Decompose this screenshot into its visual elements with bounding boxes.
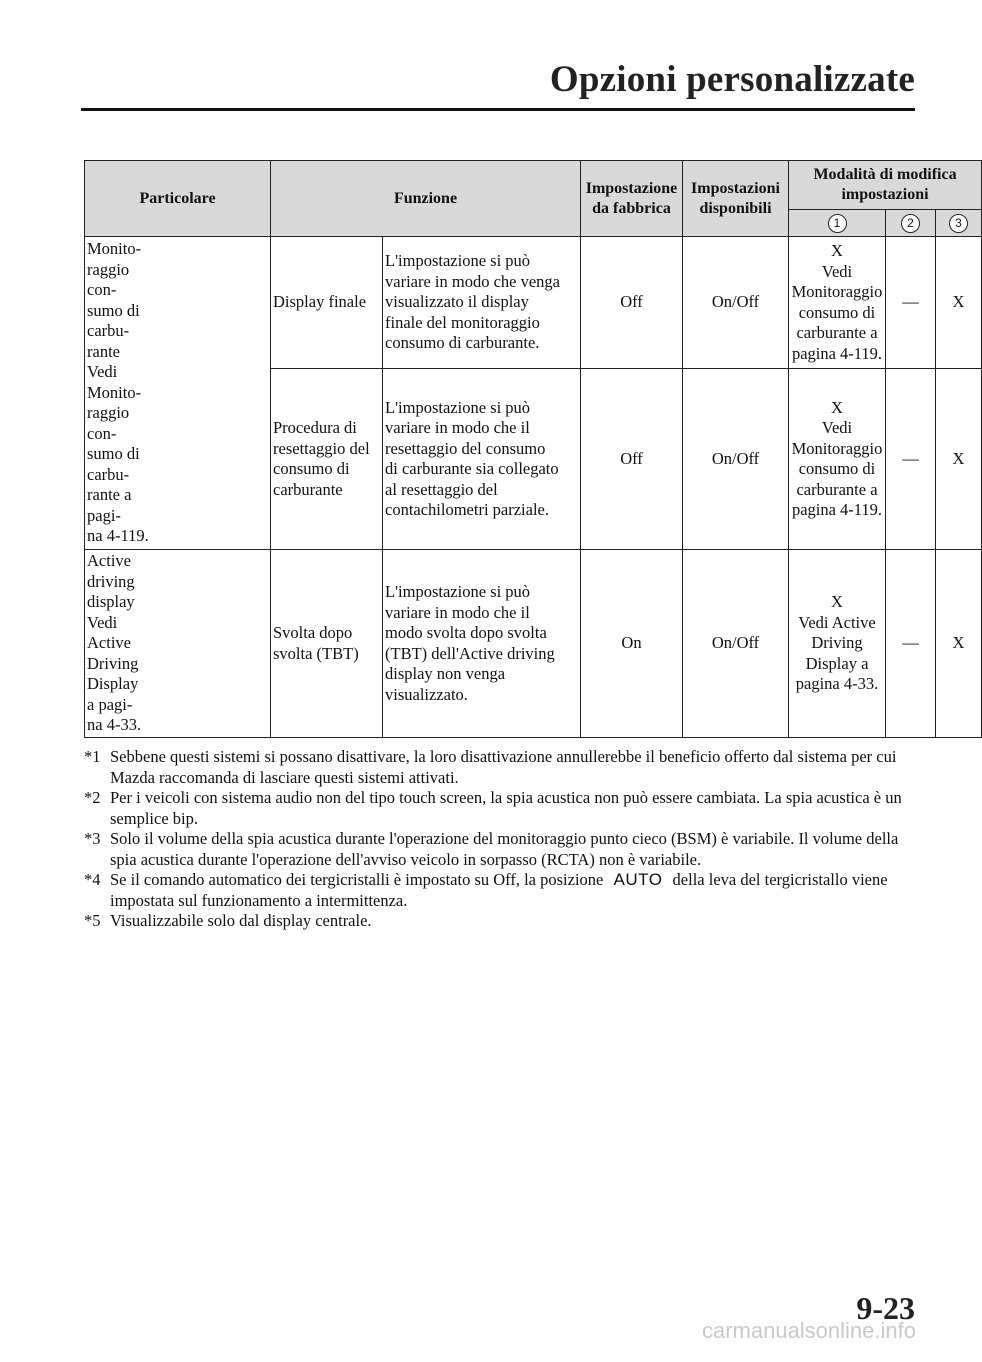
footnote-text <box>110 870 914 911</box>
footnote <box>84 911 914 932</box>
row-item: Active driving display Vedi Active Driving Display a pagi- na 4-33. <box>85 550 271 738</box>
row-mode-2: — <box>886 550 936 738</box>
footnote-text: Sebbene questi sistemi si possano disattivare, la loro disattivazione annullerebbe il beneficio offerto dal sistema per cui Mazda raccomanda di lasciare questi sistemi attivati. <box>110 747 897 787</box>
footnote-text: Visualizzabile solo dal display centrale. <box>110 911 372 930</box>
header-function: Funzione <box>271 161 581 237</box>
header-factory: Impostazione da fabbrica <box>581 161 683 237</box>
settings-table <box>84 160 982 738</box>
row-available: On/Off <box>683 237 789 369</box>
circled-number-2: 2 <box>901 214 920 233</box>
row-mode-1: X Vedi Active Driving Display a pagina 4-33. <box>789 550 886 738</box>
footnote-mark: *1 <box>84 747 101 766</box>
circled-number-1: 1 <box>828 214 847 233</box>
row-factory: Off <box>581 237 683 369</box>
footnote-text-after: della leva del tergicristallo viene impostata sul funzionamento a intermittenza. <box>110 870 888 910</box>
table-row <box>85 550 982 738</box>
row-mode-1: X Vedi Monitoraggio consumo di carburante a pagina 4-119. <box>789 237 886 369</box>
row-available: On/Off <box>683 369 789 550</box>
row-description: L'impostazione si può variare in modo che il modo svolta dopo svolta (TBT) dell'Active driving display non venga visualizzato. <box>383 550 581 738</box>
row-item: Monito- raggio con- sumo di carbu- rante Vedi Monito- raggio con- sumo di carbu- rante a pagi- na 4-119. <box>85 237 271 550</box>
row-mode-2: — <box>886 237 936 369</box>
row-function: Procedura di resettaggio del consumo di carburante <box>271 369 383 550</box>
footnote-mark: *4 <box>84 870 101 889</box>
row-mode-3: X <box>936 237 982 369</box>
footnote-mark: *5 <box>84 911 101 930</box>
table-row <box>85 237 982 369</box>
header-mode-1 <box>789 210 886 237</box>
header-mode-2 <box>886 210 936 237</box>
footnote-text: Solo il volume della spia acustica durante l'operazione del monitoraggio punto cieco (BSM) è variabile. Il volume della spia acustica durante l'operazione dell'avviso veicolo in sorpasso (RCTA) non è variabile. <box>110 829 899 869</box>
footnote-text: Per i veicoli con sistema audio non del tipo touch screen, la spia acustica non può essere cambiata. La spia acustica è un semplice bip. <box>110 788 902 828</box>
page-number: 9-23 <box>856 1290 915 1326</box>
row-mode-2: — <box>886 369 936 550</box>
row-mode-1: X Vedi Monitoraggio consumo di carburante a pagina 4-119. <box>789 369 886 550</box>
row-function: Svolta dopo svolta (TBT) <box>271 550 383 738</box>
header-available: Impostazioni disponibili <box>683 161 789 237</box>
footnotes <box>84 747 914 932</box>
title-rule <box>81 108 915 111</box>
header-item: Particolare <box>85 161 271 237</box>
row-description: L'impostazione si può variare in modo che venga visualizzato il display finale del monitoraggio consumo di carburante. <box>383 237 581 369</box>
row-function: Display finale <box>271 237 383 369</box>
row-mode-3: X <box>936 550 982 738</box>
footnote <box>84 870 914 911</box>
page-title: Opzioni personalizzate <box>549 59 915 100</box>
footnote <box>84 747 914 788</box>
circled-number-3: 3 <box>949 214 968 233</box>
row-available: On/Off <box>683 550 789 738</box>
header-row <box>85 161 982 210</box>
footnote-mark: *2 <box>84 788 101 807</box>
header-mode-3 <box>936 210 982 237</box>
row-description: L'impostazione si può variare in modo che il resettaggio del consumo di carburante sia collegato al resettaggio del contachilometri parziale. <box>383 369 581 550</box>
row-mode-3: X <box>936 369 982 550</box>
row-factory: Off <box>581 369 683 550</box>
footnote <box>84 829 914 870</box>
row-factory: On <box>581 550 683 738</box>
watermark: carmanualsonline.info <box>701 1318 916 1343</box>
auto-position-icon: AUTO <box>613 870 663 889</box>
footnote-mark: *3 <box>84 829 101 848</box>
footnote-text-before: Se il comando automatico dei tergicristalli è impostato su Off, la posizione <box>110 870 604 889</box>
footnote <box>84 788 914 829</box>
header-modes: Modalità di modifica impostazioni <box>789 161 982 210</box>
